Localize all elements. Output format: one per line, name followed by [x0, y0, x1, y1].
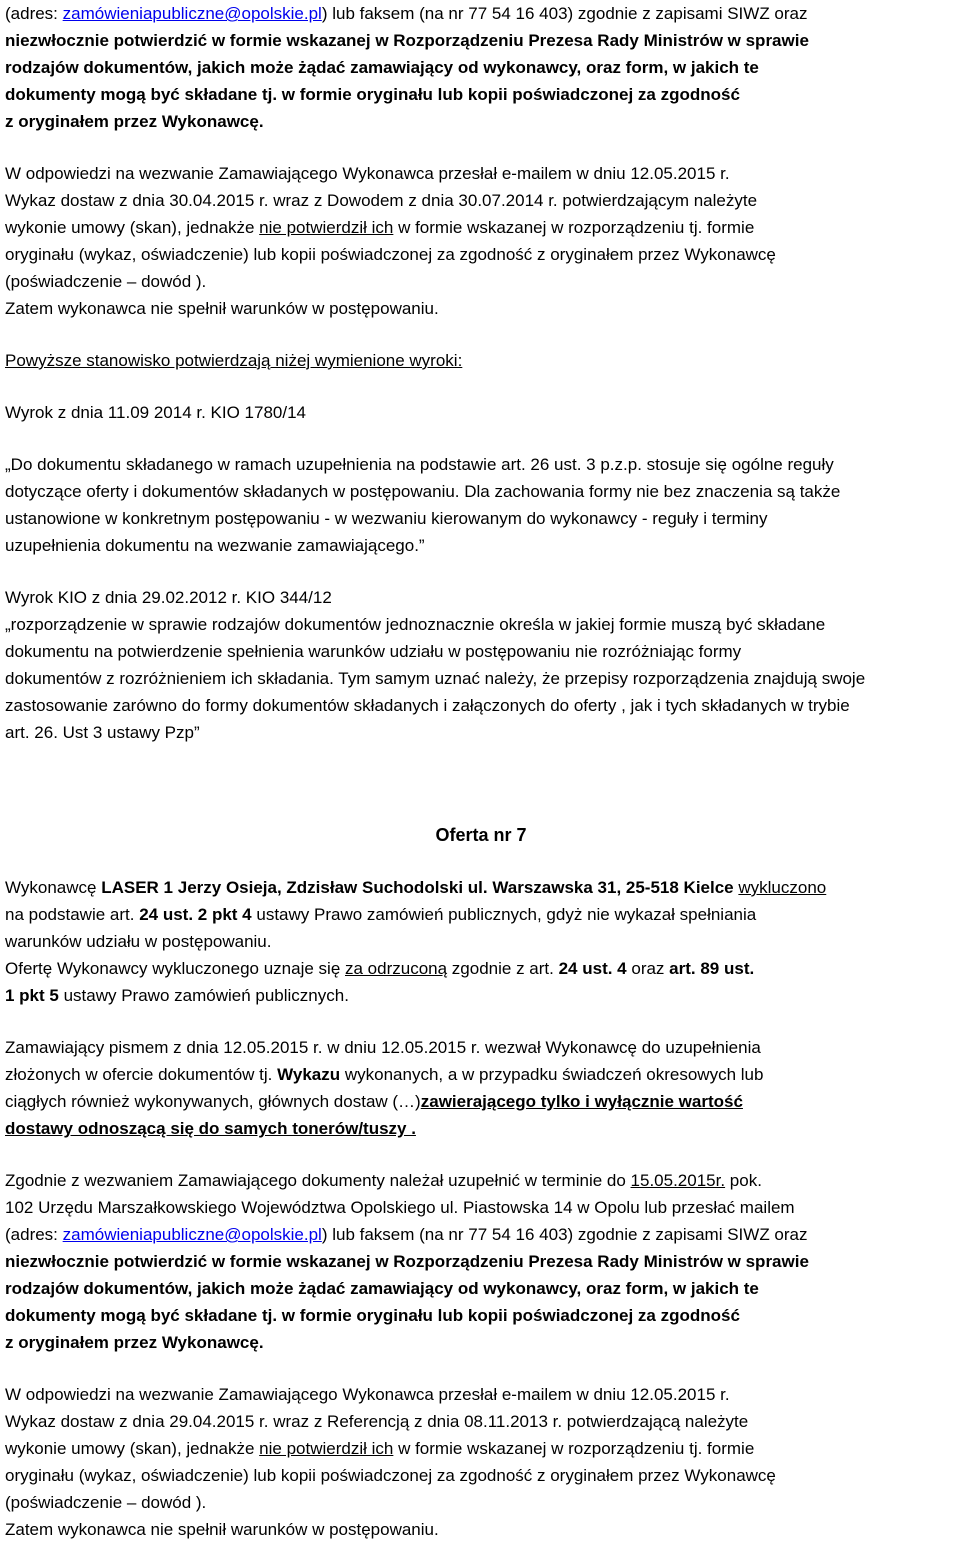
paragraph-summons: Zamawiający pismem z dnia 12.05.2015 r. w dniu 12.05.2015 r. wezwał Wykonawcę do uzupełnienia złożonych w ofercie dokumentów tj. Wykazu wykonanych, a w przypadku świadczeń okresowych lub ciągłych również wykonywanych, głównych dostaw (…)zawierającego tylko i wyłącznie wartość dostawy odnoszącą się do samych tonerów/tuszy .	[5, 1038, 764, 1138]
ruling-title: Wyrok z dnia 11.09 2014 r. KIO 1780/14	[5, 403, 306, 422]
email-link[interactable]: zamówieniapubliczne@opolskie.pl	[62, 4, 322, 23]
email-link[interactable]: zamówieniapubliczne@opolskie.pl	[62, 1225, 322, 1244]
offer-heading: Oferta nr 7	[435, 825, 527, 845]
paragraph-response: W odpowiedzi na wezwanie Zamawiającego Wykonawca przesłał e-mailem w dniu 12.05.2015 r. Wykaz dostaw z dnia 30.04.2015 r. wraz z Dowodem z dnia 30.07.2014 r. potwierdzającym należyte wykonie umowy (skan), jednakże nie potwierdził ich w formie wskazanej w rozporządzeniu tj. formie oryginału (wykaz, oświadczenie) lub kopii poświadczonej za zgodność z oryginałem przez Wykonawcę (poświadczenie – dowód ). Zatem wykonawca nie spełnił warunków w postępowaniu.	[5, 164, 776, 318]
paragraph-response: W odpowiedzi na wezwanie Zamawiającego Wykonawca przesłał e-mailem w dniu 12.05.2015 r. Wykaz dostaw z dnia 29.04.2015 r. wraz z Referencją z dnia 08.11.2013 r. potwierdzającą należyte wykonie umowy (skan), jednakże nie potwierdził ich w formie wskazanej w rozporządzeniu tj. formie oryginału (wykaz, oświadczenie) lub kopii poświadczonej za zgodność z oryginałem przez Wykonawcę (poświadczenie – dowód ). Zatem wykonawca nie spełnił warunków w postępowaniu.	[5, 1385, 776, 1539]
ruling-title: Wyrok KIO z dnia 29.02.2012 r. KIO 344/12	[5, 588, 332, 607]
paragraph-exclusion: Wykonawcę LASER 1 Jerzy Osieja, Zdzisław Suchodolski ul. Warszawska 31, 25-518 Kielce wykluczono na podstawie art. 24 ust. 2 pkt 4 ustawy Prawo zamówień publicznych, gdyż nie wykazał spełniania warunków udziału w postępowaniu. Ofertę Wykonawcy wykluczonego uznaje się za odrzuconą zgodnie z art. 24 ust. 4 oraz art. 89 ust. 1 pkt 5 ustawy Prawo zamówień publicznych.	[5, 878, 827, 1005]
paragraph-deadline: Zgodnie z wezwaniem Zamawiającego dokumenty należał uzupełnić w terminie do 15.05.2015r. pok. 102 Urzędu Marszałkowskiego Województwa Opolskiego ul. Piastowska 14 w Opolu lub przesłać mailem (adres: zamówieniapubliczne@opolskie.pl) lub faksem (na nr 77 54 16 403) zgodnie z zapisami SIWZ oraz niezwłocznie potwierdzić w formie wskazanej w Rozporządzeniu Prezesa Rady Ministrów w sprawie rodzajów dokumentów, jakich może żądać zamawiający od wykonawcy, oraz form, w jakich te dokumenty mogą być składane tj. w formie oryginału lub kopii poświadczonej za zgodność z oryginałem przez Wykonawcę.	[5, 1171, 809, 1352]
precedents-heading: Powyższe stanowisko potwierdzają niżej wymienione wyroki:	[5, 351, 463, 370]
ruling-quote: „rozporządzenie w sprawie rodzajów dokumentów jednoznacznie określa w jakiej formie muszą być składane dokumentu na potwierdzenie spełnienia warunków udziału w postępowaniu nie rozróżniając formy dokumentów z rozróżnieniem ich składania. Tym samym uznać należy, że przepisy rozporządzenia znajdują swoje zastosowanie zarówno do formy dokumentów składanych i załączonych do oferty , jak i tych składanych w trybie art. 26. Ust 3 ustawy Pzp”	[5, 615, 866, 742]
ruling-quote: „Do dokumentu składanego w ramach uzupełnienia na podstawie art. 26 ust. 3 p.z.p. stosuje się ogólne reguły dotyczące oferty i dokumentów składanych w postępowaniu. Dla zachowania formy nie bez znaczenia są także ustanowione w konkretnym postępowaniu - w wezwaniu kierowanym do wykonawcy - reguły i terminy uzupełnienia dokumentu na wezwanie zamawiającego.”	[5, 455, 841, 555]
paragraph-contact-address: (adres: zamówieniapubliczne@opolskie.pl) lub faksem (na nr 77 54 16 403) zgodnie z zapisami SIWZ oraz niezwłocznie potwierdzić w formie wskazanej w Rozporządzeniu Prezesa Rady Ministrów w sprawie rodzajów dokumentów, jakich może żądać zamawiający od wykonawcy, oraz form, w jakich te dokumenty mogą być składane tj. w formie oryginału lub kopii poświadczonej za zgodność z oryginałem przez Wykonawcę.	[5, 4, 809, 131]
